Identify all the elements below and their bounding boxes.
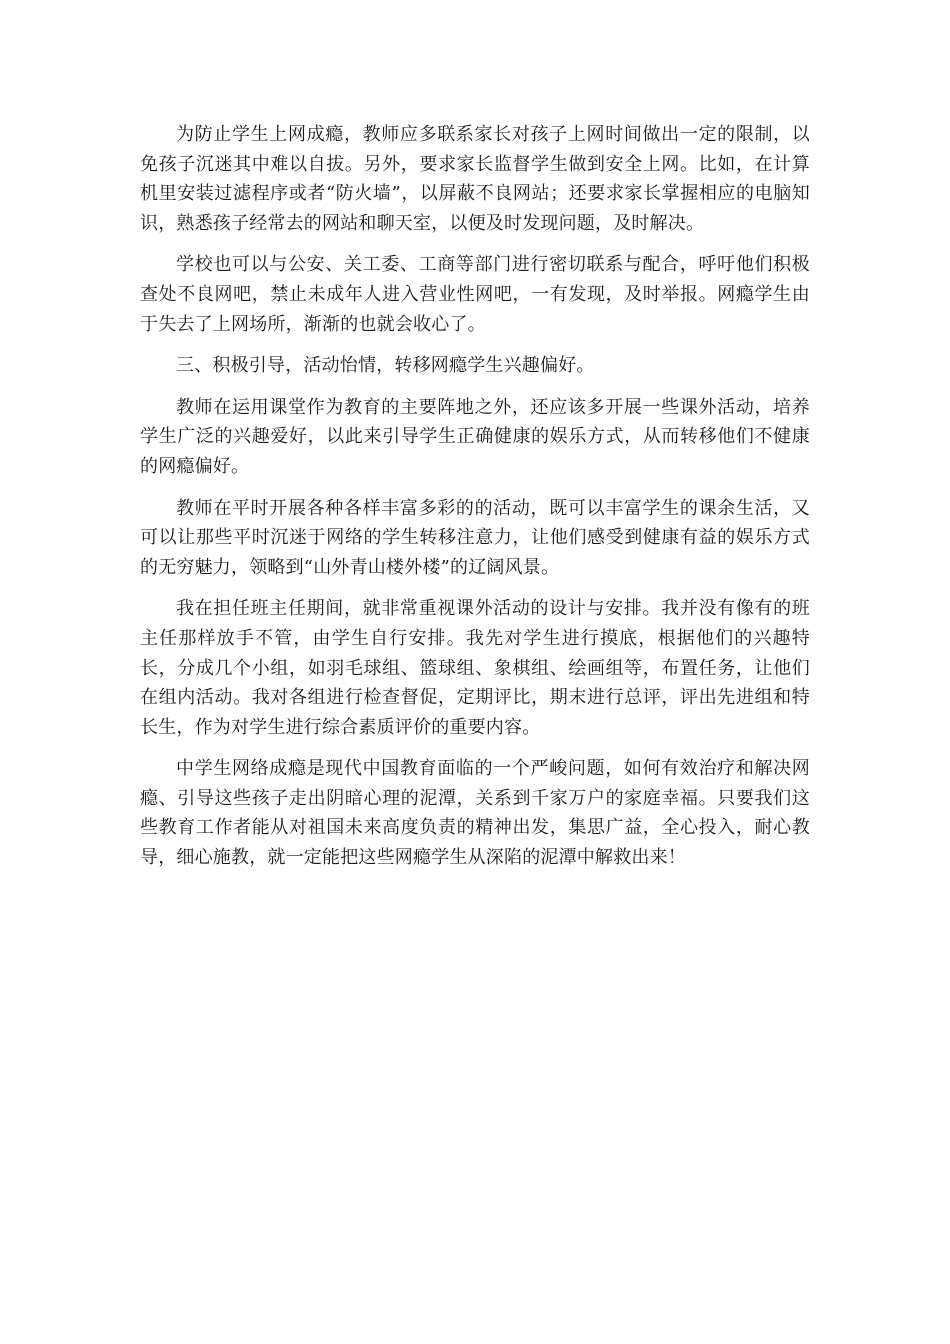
paragraph-1: 为防止学生上网成瘾，教师应多联系家长对孩子上网时间做出一定的限制，以免孩子沉迷其中难以自拔。另外，要求家长监督学生做到安全上网。比如，在计算机里安装过滤程序或者“防火墙”，以屏蔽不良网站；还要求家长掌握相应的电脑知识，熟悉孩子经常去的网站和聊天室，以便及时发现问题，及时解决。 <box>140 124 810 234</box>
section-heading-3: 三、积极引导，活动怡情，转移网瘾学生兴趣偏好。 <box>176 355 595 377</box>
paragraph-2: 学校也可以与公安、关工委、工商等部门进行密切联系与配合，呼吁他们积极查处不良网吧，禁止未成年人进入营业性网吧，一有发现，及时举报。网瘾学生由于失去了上网场所，渐渐的也就会收心了。 <box>140 254 810 335</box>
document-body <box>140 120 810 885</box>
paragraph-6: 我在担任班主任期间，就非常重视课外活动的设计与安排。我并没有像有的班主任那样放手不管，由学生自行安排。我先对学生进行摸底，根据他们的兴趣特长，分成几个小组，如羽毛球组、篮球组、象棋组、绘画组等，布置任务，让他们在组内活动。我对各组进行检查督促，定期评比，期末进行总评，评出先进组和特长生，作为对学生进行综合素质评价的重要内容。 <box>140 598 810 738</box>
paragraph-7: 中学生网络成瘾是现代中国教育面临的一个严峻问题，如何有效治疗和解决网瘾、引导这些孩子走出阴暗心理的泥潭，关系到千家万户的家庭幸福。只要我们这些教育工作者能从对祖国未来高度负责的精神出发，集思广益，全心投入，耐心教导，细心施教，就一定能把这些网瘾学生从深陷的泥潭中解救出来！ <box>140 758 810 869</box>
paragraph-4: 教师在运用课堂作为教育的主要阵地之外，还应该多开展一些课外活动，培养学生广泛的兴趣爱好，以此来引导学生正确健康的娱乐方式，从而转移他们不健康的网瘾偏好。 <box>140 396 810 477</box>
paragraph-5: 教师在平时开展各种各样丰富多彩的的活动，既可以丰富学生的课余生活，又可以让那些平时沉迷于网络的学生转移注意力，让他们感受到健康有益的娱乐方式的无穷魅力，领略到“山外青山楼外楼”的辽阔风景。 <box>140 497 810 578</box>
